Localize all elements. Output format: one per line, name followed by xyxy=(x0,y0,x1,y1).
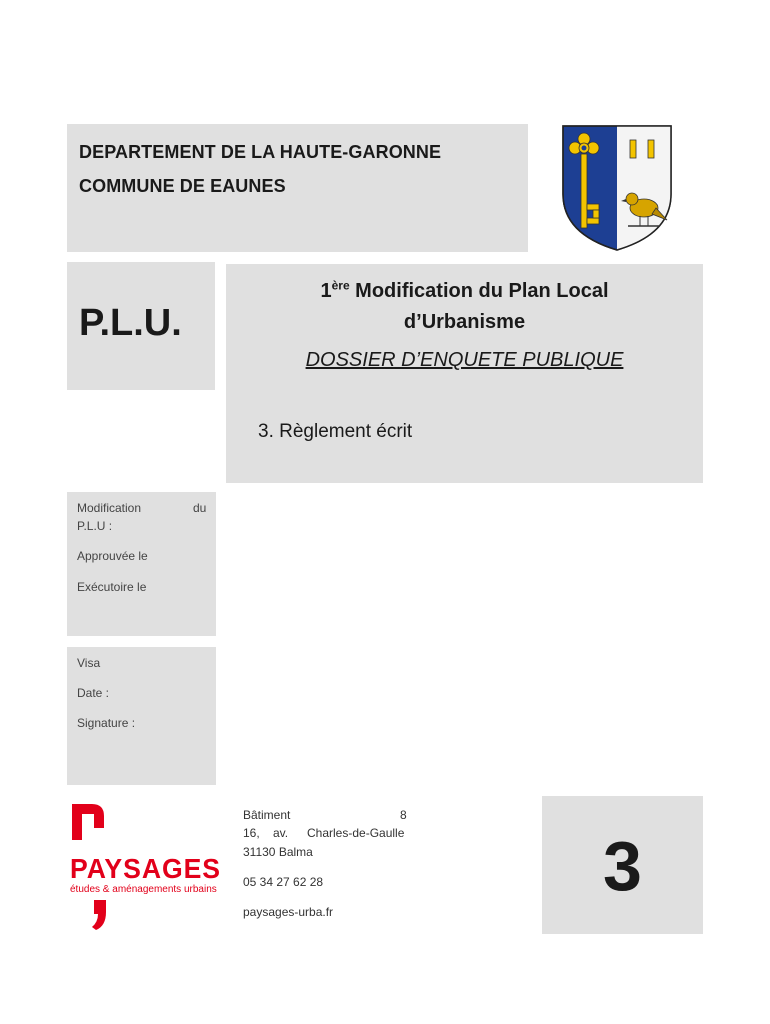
document-number-box xyxy=(542,796,703,934)
title-ordinal: 1 xyxy=(320,280,332,302)
date-label: Date : xyxy=(77,686,110,700)
signature-label: Signature : xyxy=(77,716,136,730)
address-street-av: av. xyxy=(273,826,289,840)
address-website: paysages-urba.fr xyxy=(243,905,334,919)
title-box xyxy=(226,264,703,483)
document-title xyxy=(226,276,703,338)
address-building: Bâtiment xyxy=(243,808,291,822)
address-street-number: 16, xyxy=(243,826,260,840)
address-city: 31130 Balma xyxy=(243,845,313,859)
address-building-number: 8 xyxy=(400,808,407,822)
executoire-label: Exécutoire le xyxy=(77,580,147,594)
dossier-subtitle: DOSSIER D’ENQUETE PUBLIQUE xyxy=(305,349,624,371)
commune-title: COMMUNE DE EAUNES xyxy=(79,176,286,196)
plu-colon-label: P.L.U : xyxy=(77,519,113,533)
plu-label: P.L.U. xyxy=(79,302,182,344)
du-label: du xyxy=(193,501,207,515)
document-number: 3 xyxy=(603,827,642,905)
paysages-logo-tagline: études & aménagements urbains xyxy=(70,884,217,895)
title-ordinal-suffix: ère xyxy=(331,278,350,293)
reglement-title: 3. Règlement écrit xyxy=(258,421,413,442)
visa-label: Visa xyxy=(77,656,101,670)
plu-box xyxy=(67,262,215,390)
header-box xyxy=(67,124,528,252)
department-title: DEPARTEMENT DE LA HAUTE-GARONNE xyxy=(79,142,442,162)
coat-of-arms-icon xyxy=(560,124,674,252)
modification-label: Modification xyxy=(77,501,142,515)
paysages-logo-name: PAYSAGES xyxy=(70,853,222,884)
approval-info-box xyxy=(67,492,216,636)
paysages-logo xyxy=(70,800,220,932)
approuvee-label: Approuvée le xyxy=(77,549,148,563)
title-line1: Modification du Plan Local xyxy=(349,280,609,302)
title-line2: d’Urbanisme xyxy=(403,311,526,333)
address-street-name: Charles-de-Gaulle xyxy=(307,826,405,840)
address-phone: 05 34 27 62 28 xyxy=(243,875,324,889)
visa-box xyxy=(67,647,216,785)
